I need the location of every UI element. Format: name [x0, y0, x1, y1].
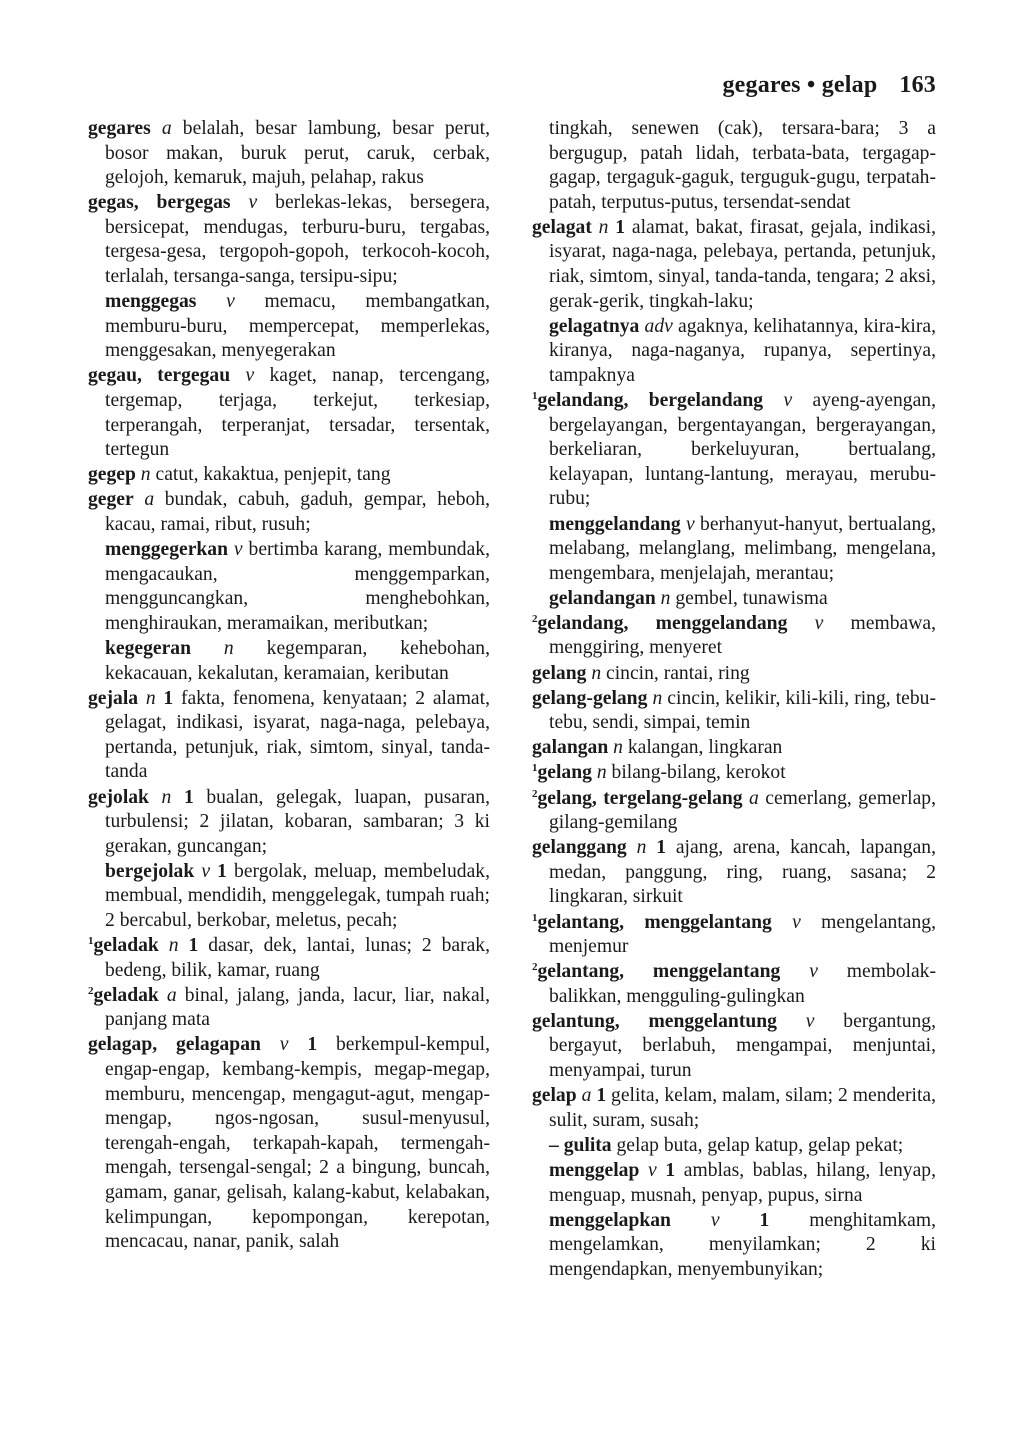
definition-text: cincin, rantai, ring — [601, 662, 750, 684]
headword: gelap — [532, 1085, 577, 1107]
part-of-speech: v — [710, 1209, 720, 1231]
part-of-speech: v — [805, 1010, 815, 1032]
definition-text: cemerlang, gemerlap, gilang-gemilang — [549, 787, 936, 834]
headword: gelantung, menggelantung — [532, 1010, 777, 1032]
sense-number: 1 — [759, 1209, 770, 1231]
headword: gelang — [532, 662, 587, 684]
part-of-speech: v — [686, 513, 695, 535]
headword: kegegeran — [105, 637, 191, 659]
part-of-speech: n — [596, 762, 607, 784]
part-of-speech: v — [783, 390, 793, 412]
sense-number: 1 — [307, 1034, 318, 1056]
dictionary-entry — [532, 612, 936, 661]
headword: gelang, tergelang-gelang — [537, 787, 743, 809]
definition-text: kaget, nanap, tercengang, tergemap, terjaga, terkejut, terkesiap, terperangah, terperanjat, tersadar, tersentak, tertegun — [105, 365, 490, 461]
dictionary-entry — [532, 1084, 936, 1133]
headword: gelandang, bergelandang — [537, 390, 764, 412]
definition-text: kalangan, lingkaran — [622, 737, 783, 759]
part-of-speech: v — [245, 365, 255, 387]
homonym-number: 2 — [532, 787, 538, 800]
part-of-speech: n — [636, 837, 647, 859]
definition-text: binal, jalang, janda, lacur, liar, nakal, panjang mata — [105, 984, 490, 1031]
part-of-speech: n — [161, 786, 172, 808]
dictionary-entry — [532, 836, 936, 910]
homonym-number: 1 — [88, 935, 94, 948]
part-of-speech: a — [581, 1085, 592, 1107]
definition-text: mengelantang, menjemur — [549, 911, 936, 958]
dictionary-entry — [88, 1033, 490, 1254]
subentry — [88, 538, 490, 636]
headword: menggelapkan — [549, 1209, 671, 1231]
dictionary-entry — [532, 787, 936, 836]
homonym-number: 2 — [532, 961, 538, 974]
dictionary-entry — [88, 463, 490, 488]
headword: gelantang, menggelantang — [537, 961, 781, 983]
subentry — [532, 1159, 936, 1208]
part-of-speech: v — [279, 1034, 289, 1056]
definition-text: bualan, gelegak, luapan, pusaran, turbulensi; 2 jilatan, kobaran, sambaran; 3 ki gerakan, guncangan; — [105, 786, 490, 857]
part-of-speech: v — [647, 1159, 657, 1181]
dictionary-entry — [532, 1010, 936, 1084]
part-of-speech: n — [598, 216, 609, 238]
definition-text: cincin, kelikir, kili-kili, ring, tebu-tebu, sendi, simpai, temin — [549, 687, 936, 734]
definition-text: bergolak, meluap, membeludak, membual, mendidih, menggelegak, tumpah ruah; 2 bercabul, berkobar, meletus, pecah; — [105, 860, 490, 931]
definition-text: belalah, besar lambung, besar perut, bosor makan, buruk perut, caruk, cerbak, gelojoh, kemaruk, majuh, pelahap, rakus — [105, 118, 490, 189]
definition-text: membolak-balikkan, mengguling-gulingkan — [549, 961, 937, 1007]
headword: gegep — [88, 464, 136, 486]
definition-text: ajang, arena, kancah, lapangan, medan, panggung, ring, ruang, sasana; 2 lingkaran, sirkuit — [549, 837, 936, 908]
definition-text: amblas, bablas, hilang, lenyap, menguap, musnah, penyap, pupus, sirna — [549, 1159, 936, 1206]
dictionary-entry — [88, 934, 490, 983]
definition-text: gembel, tunawisma — [670, 587, 828, 609]
subentry — [532, 513, 936, 587]
definition-text: dasar, dek, lantai, lunas; 2 barak, bedeng, bilik, kamar, ruang — [105, 935, 490, 981]
definition-text: tingkah, senewen (cak), tersara-bara; 3 a bergugup, patah lidah, terbata-bata, tergagap-gagap, tergaguk-gaguk, terguguk-gugu, terpatah-patah, terputus-putus, tersendat-sendat — [549, 118, 936, 213]
definition-text: gelita, kelam, malam, silam; 2 menderita, sulit, suram, susah; — [549, 1085, 936, 1131]
definition-text: berlekas-lekas, bersegera, bersicepat, mendugas, terburu-buru, tergabas, tergesa-gesa, tergopoh-gopoh, terkocoh-kocoh, terlalah, tersanga-sanga, tersipu-sipu; — [105, 192, 490, 288]
dictionary-entry — [532, 960, 936, 1009]
definition-text: fakta, fenomena, kenyataan; 2 alamat, gelagat, indikasi, isyarat, naga-naga, pelebaya, pertanda, petunjuk, riak, simtom, sinyal, tanda-tanda — [105, 687, 490, 783]
headword: menggegerkan — [105, 539, 228, 561]
subentry — [88, 860, 490, 934]
headword: gegares — [88, 118, 151, 139]
definition-text: berhanyut-hanyut, bertualang, melabang, melanglang, melimbang, mengelana, mengembara, menjelajah, merantau; — [549, 513, 936, 584]
homonym-number: 1 — [532, 911, 538, 924]
subentry — [532, 1209, 936, 1283]
guide-words: gegares • gelap — [722, 72, 878, 98]
definition-text: bundak, cabuh, gaduh, gempar, heboh, kacau, ramai, ribut, rusuh; — [105, 489, 490, 535]
sense-number: 1 — [665, 1159, 676, 1181]
sense-number: 1 — [217, 860, 227, 882]
running-header — [722, 72, 936, 99]
part-of-speech: n — [168, 935, 179, 957]
sense-number: 1 — [615, 216, 626, 238]
headword: gelantang, menggelantang — [537, 911, 772, 933]
definition-text: bergantung, bergayut, berlabuh, mengampai, menjuntai, menyampai, turun — [549, 1010, 936, 1082]
dictionary-entry — [532, 389, 936, 512]
part-of-speech: a — [749, 787, 759, 809]
dictionary-entry — [88, 786, 490, 860]
definition-text: membawa, menggiring, menyeret — [549, 612, 936, 659]
headword: menggegas — [105, 291, 197, 313]
definition-text: kegemparan, kehebohan, kekacauan, kekalutan, keramaian, keributan — [105, 637, 490, 684]
dictionary-entry — [532, 216, 936, 314]
headword: gegau, tergegau — [88, 365, 231, 387]
definition-text: menghitamkam, mengelamkan, menyilamkan; 2 ki mengendapkan, menyembunyikan; — [549, 1209, 936, 1280]
part-of-speech: n — [145, 687, 156, 709]
headword: galangan — [532, 737, 609, 759]
dictionary-entry — [532, 662, 936, 687]
sense-number: 1 — [596, 1085, 607, 1107]
dictionary-entry — [532, 687, 936, 736]
definition-text: memacu, membangatkan, memburu-buru, mempercepat, memperlekas, menggesakan, menyegerakan — [105, 291, 490, 362]
sense-number: 1 — [188, 935, 199, 957]
left-column — [88, 117, 490, 1255]
part-of-speech: v — [226, 291, 235, 313]
part-of-speech: a — [166, 984, 177, 1006]
dictionary-entry — [88, 191, 490, 289]
definition-text: bilang-bilang, kerokot — [606, 762, 786, 784]
part-of-speech: n — [652, 687, 663, 709]
dictionary-entry — [88, 488, 490, 537]
part-of-speech: a — [144, 489, 155, 511]
definition-text: gelap buta, gelap katup, gelap pekat; — [611, 1134, 904, 1156]
dictionary-entry — [532, 911, 936, 960]
headword: gelang — [537, 762, 592, 784]
definition-text: catut, kakaktua, penjepit, tang — [150, 464, 391, 486]
subentry — [88, 290, 490, 364]
part-of-speech: a — [161, 118, 172, 139]
homonym-number: 1 — [532, 390, 538, 403]
headword: gelanggang — [532, 837, 627, 859]
headword: geladak — [93, 935, 159, 957]
part-of-speech: n — [591, 662, 602, 684]
part-of-speech: n — [660, 587, 671, 609]
definition-text: agaknya, kelihatannya, kira-kira, kiranya, naga-naganya, rupanya, sepertinya, tampaknya — [549, 315, 936, 386]
subentry — [532, 315, 936, 389]
part-of-speech: n — [613, 737, 623, 759]
part-of-speech: v — [809, 961, 818, 983]
headword: gelandang, menggelandang — [537, 612, 788, 634]
right-column — [532, 117, 936, 1283]
dictionary-entry — [88, 687, 490, 785]
headword: gelagat — [532, 216, 592, 238]
headword: – gulita — [549, 1134, 612, 1156]
definition-text: ayeng-ayengan, bergelayangan, bergentayangan, bergerayangan, berkeliaran, berkeluyuran, bertualang, kelayapan, luntang-lantung, merayau, merubu-rubu; — [549, 390, 936, 510]
headword: geladak — [93, 984, 159, 1006]
entry-continuation — [532, 117, 936, 215]
dictionary-entry — [88, 117, 490, 191]
headword: menggelap — [549, 1159, 640, 1181]
page-number: 163 — [899, 72, 936, 98]
part-of-speech: n — [140, 464, 151, 486]
headword: menggelandang — [549, 513, 681, 535]
dictionary-entry — [88, 364, 490, 462]
sense-number: 1 — [163, 687, 174, 709]
headword: gelagap, gelagapan — [88, 1034, 261, 1056]
part-of-speech: n — [223, 637, 234, 659]
part-of-speech: v — [814, 612, 824, 634]
subentry — [532, 587, 936, 612]
headword: gelandangan — [549, 587, 656, 609]
homonym-number: 2 — [88, 984, 94, 997]
dictionary-entry — [532, 761, 936, 786]
headword: gelang-gelang — [532, 687, 648, 709]
part-of-speech: v — [248, 192, 258, 214]
headword: bergejolak — [105, 860, 195, 882]
headword: gegas, bergegas — [88, 192, 231, 214]
part-of-speech: v — [201, 860, 211, 882]
headword: gejala — [88, 687, 139, 709]
headword: gelagatnya — [549, 315, 640, 337]
homonym-number: 2 — [532, 612, 538, 625]
dictionary-entry — [88, 984, 490, 1033]
homonym-number: 1 — [532, 762, 538, 775]
headword: gejolak — [88, 786, 149, 808]
part-of-speech: adv — [644, 315, 673, 337]
part-of-speech: v — [233, 539, 243, 561]
part-of-speech: v — [792, 911, 801, 933]
sense-number: 1 — [656, 837, 666, 859]
definition-text: bertimba karang, membundak, mengacaukan, menggemparkan, mengguncangkan, menghebohkan, menghiraukan, meramaikan, meributkan; — [105, 539, 490, 634]
definition-text: alamat, bakat, firasat, gejala, indikasi, isyarat, naga-naga, pelebaya, pertanda, petunjuk, riak, simtom, sinyal, tanda-tanda, tengara; 2 aksi, gerak-gerik, tingkah-laku; — [549, 216, 936, 312]
sense-number: 1 — [183, 786, 194, 808]
headword: geger — [88, 489, 134, 511]
subentry — [88, 637, 490, 686]
definition-text: berkempul-kempul, engap-engap, kembang-kempis, megap-megap, memburu, mencengap, mengagut-agut, mengap-mengap, ngos-ngosan, susul-menyusul, terengah-engah, terkapah-kapah, termengah-mengah, tersengal-sengal; 2 a bingung, buncah, gamam, ganar, gelisah, kalang-kabut, kelabakan, kelimpungan, kepompongan, kerepotan, mencacau, nanar, panik, salah — [105, 1034, 490, 1253]
dictionary-entry — [532, 736, 936, 761]
subentry — [532, 1134, 936, 1159]
